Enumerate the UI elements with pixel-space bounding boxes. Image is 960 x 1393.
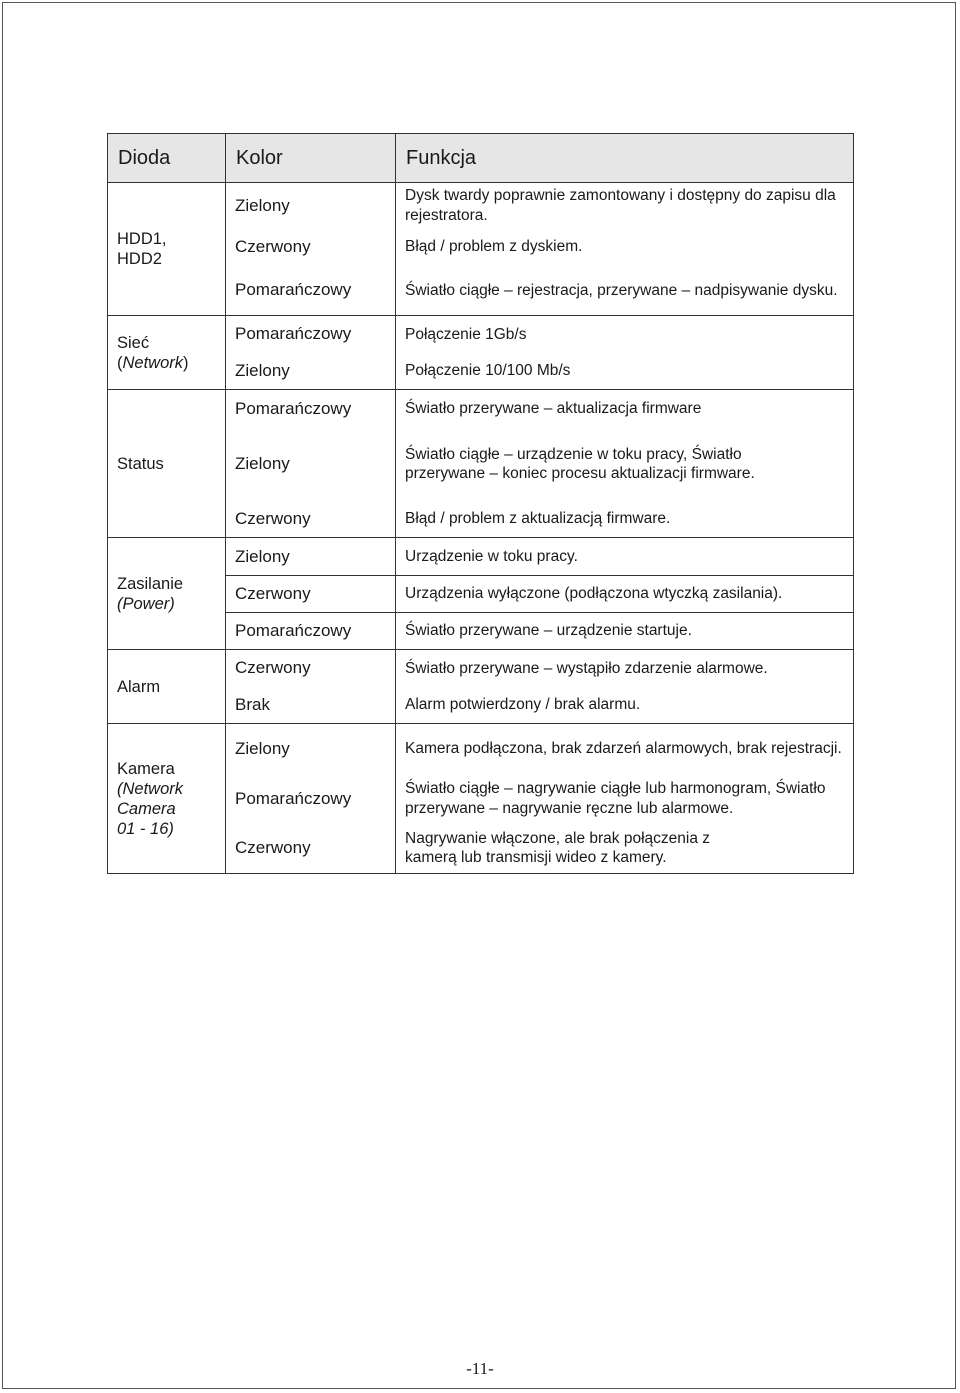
color-cell: Pomarańczowy (226, 266, 396, 316)
led-status-table (107, 133, 854, 874)
table-row (108, 183, 854, 229)
diode-alarm: Alarm (108, 650, 226, 724)
diode-camera-label: Kamera (117, 759, 175, 778)
color-cell: Zielony (226, 538, 396, 576)
diode-power-label: Zasilanie (117, 574, 184, 593)
function-cell: Światło ciągłe – rejestracja, przerywane – nadpisywanie dysku. (396, 266, 854, 316)
table-row (108, 538, 854, 576)
function-cell: Połączenie 10/100 Mb/s (396, 353, 854, 390)
header-funkcja: Funkcja (396, 134, 854, 183)
function-cell: Urządzenia wyłączone (podłączona wtyczką zasilania). (396, 576, 854, 613)
function-cell: Błąd / problem z aktualizacją firmware. (396, 501, 854, 538)
diode-camera-sublabel: (Network Camera 01 - 16) (117, 779, 184, 838)
color-cell: Zielony (226, 353, 396, 390)
color-cell: Pomarańczowy (226, 316, 396, 353)
function-cell: Połączenie 1Gb/s (396, 316, 854, 353)
page-number: -11- (466, 1359, 494, 1378)
function-cell: Dysk twardy poprawnie zamontowany i dostępny do zapisu dla rejestratora. (396, 183, 854, 229)
color-cell: Czerwony (226, 576, 396, 613)
color-cell: Pomarańczowy (226, 774, 396, 824)
diode-power-sublabel: (Power) (117, 594, 175, 613)
diode-network: Sieć (Network) (108, 316, 226, 390)
color-cell: Zielony (226, 428, 396, 501)
color-cell: Brak (226, 687, 396, 724)
header-kolor: Kolor (226, 134, 396, 183)
function-cell: Światło ciągłe – urządzenie w toku pracy, Światło przerywane – koniec procesu aktualizacji firmware. (396, 428, 854, 501)
function-cell: Alarm potwierdzony / brak alarmu. (396, 687, 854, 724)
header-dioda: Dioda (108, 134, 226, 183)
table-row (108, 390, 854, 428)
function-cell: Kamera podłączona, brak zdarzeń alarmowych, brak rejestracji. (396, 724, 854, 774)
color-cell: Czerwony (226, 501, 396, 538)
color-cell: Czerwony (226, 650, 396, 687)
table-header-row (108, 134, 854, 183)
function-cell: Nagrywanie włączone, ale brak połączenia z kamerą lub transmisji wideo z kamery. (396, 824, 854, 874)
function-cell: Światło przerywane – aktualizacja firmware (396, 390, 854, 428)
diode-hdd: HDD1, HDD2 (108, 183, 226, 316)
table-row (108, 650, 854, 687)
color-cell: Pomarańczowy (226, 390, 396, 428)
table-row (108, 316, 854, 353)
diode-status: Status (108, 390, 226, 538)
diode-network-label: Sieć (117, 333, 150, 352)
color-cell: Czerwony (226, 824, 396, 874)
color-cell: Zielony (226, 724, 396, 774)
function-cell: Światło przerywane – urządzenie startuje. (396, 613, 854, 650)
function-cell: Urządzenie w toku pracy. (396, 538, 854, 576)
function-cell: Światło przerywane – wystąpiło zdarzenie alarmowe. (396, 650, 854, 687)
diode-power (108, 538, 226, 650)
color-cell: Pomarańczowy (226, 613, 396, 650)
color-cell: Zielony (226, 183, 396, 229)
table-row (108, 724, 854, 774)
function-cell: Błąd / problem z dyskiem. (396, 229, 854, 266)
diode-camera (108, 724, 226, 874)
color-cell: Czerwony (226, 229, 396, 266)
function-cell: Światło ciągłe – nagrywanie ciągłe lub harmonogram, Światło przerywane – nagrywanie ręczne lub alarmowe. (396, 774, 854, 824)
diode-network-sublabel: Network (122, 353, 184, 372)
